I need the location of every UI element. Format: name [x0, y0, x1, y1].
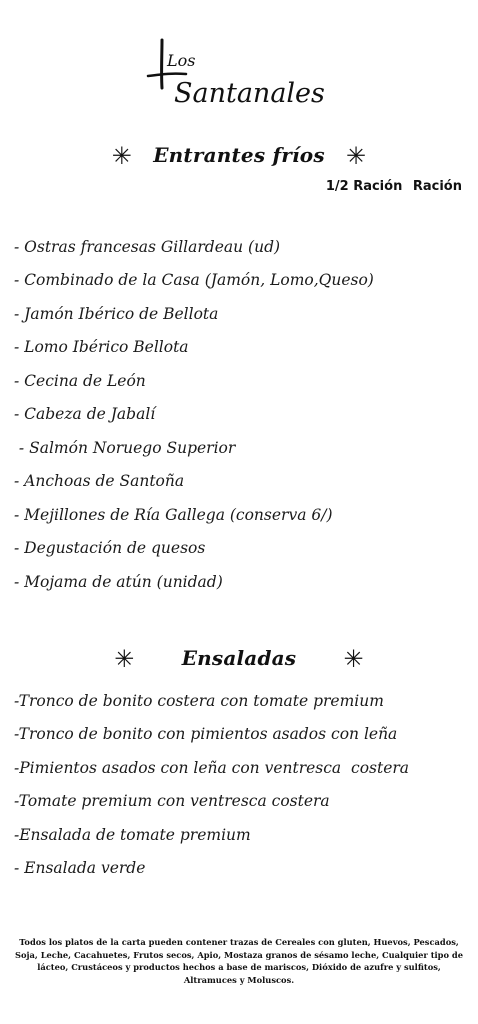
menu-item: - Lomo Ibérico Bellota: [14, 338, 189, 356]
menu-item: - Anchoas de Santoña: [14, 472, 185, 490]
menu-item: - Degustación de quesos: [14, 539, 206, 557]
asterisk-icon: ✳: [114, 645, 135, 673]
menu-item: - Ensalada verde: [14, 859, 146, 877]
logo-text-santanales: Santanales: [174, 78, 325, 108]
section-title-ensaladas: [0, 645, 478, 673]
menu-item: -Tomate premium con ventresca costera: [14, 792, 330, 810]
menu-item: - Mojama de atún (unidad): [14, 573, 223, 591]
asterisk-icon: ✳: [345, 142, 367, 170]
menu-item: -Tronco de bonito con pimientos asados con leña: [14, 725, 398, 743]
portion-header: [320, 179, 462, 194]
menu-item: - Salmón Noruego Superior: [14, 439, 236, 457]
section-title-text: Entrantes fríos: [153, 143, 325, 167]
logo-mark: [142, 36, 342, 108]
menu-item: - Mejillones de Ría Gallega (conserva 6/): [14, 506, 333, 524]
section-title-text: Ensaladas: [181, 646, 297, 670]
asterisk-icon: ✳: [111, 142, 133, 170]
menu-item: -Pimientos asados con leña con ventresca costera: [14, 759, 410, 777]
half-portion-label: 1/2 Ración: [325, 179, 403, 194]
logo-text-los: Los: [167, 51, 196, 70]
menu-item: -Tronco de bonito costera con tomate premium: [14, 692, 384, 710]
menu-item: - Cabeza de Jabalí: [14, 405, 156, 423]
full-portion-label: Ración: [412, 179, 462, 194]
menu-item: - Ostras francesas Gillardeau (ud): [14, 238, 281, 256]
menu-item: - Jamón Ibérico de Bellota: [14, 305, 219, 323]
section-title-entrantes: [0, 142, 478, 170]
allergens-note: Todos los platos de la carta pueden contener trazas de Cereales con gluten, Huevos, Pescados, Soja, Leche, Cacahuetes, Frutos secos, Apio, Mostaza granos de sésamo leche, Cualquier tipo de lácteo, Crustáceos y productos hechos a base de mariscos, Dióxido de azufre y sulfitos, Altramuces y Moluscos.: [15, 937, 463, 985]
brand-logo: [142, 36, 342, 108]
menu-item: - Cecina de León: [14, 372, 146, 390]
menu-item: -Ensalada de tomate premium: [14, 826, 251, 844]
asterisk-icon: ✳: [343, 645, 364, 673]
menu-item: - Combinado de la Casa (Jamón, Lomo,Queso): [14, 271, 374, 289]
